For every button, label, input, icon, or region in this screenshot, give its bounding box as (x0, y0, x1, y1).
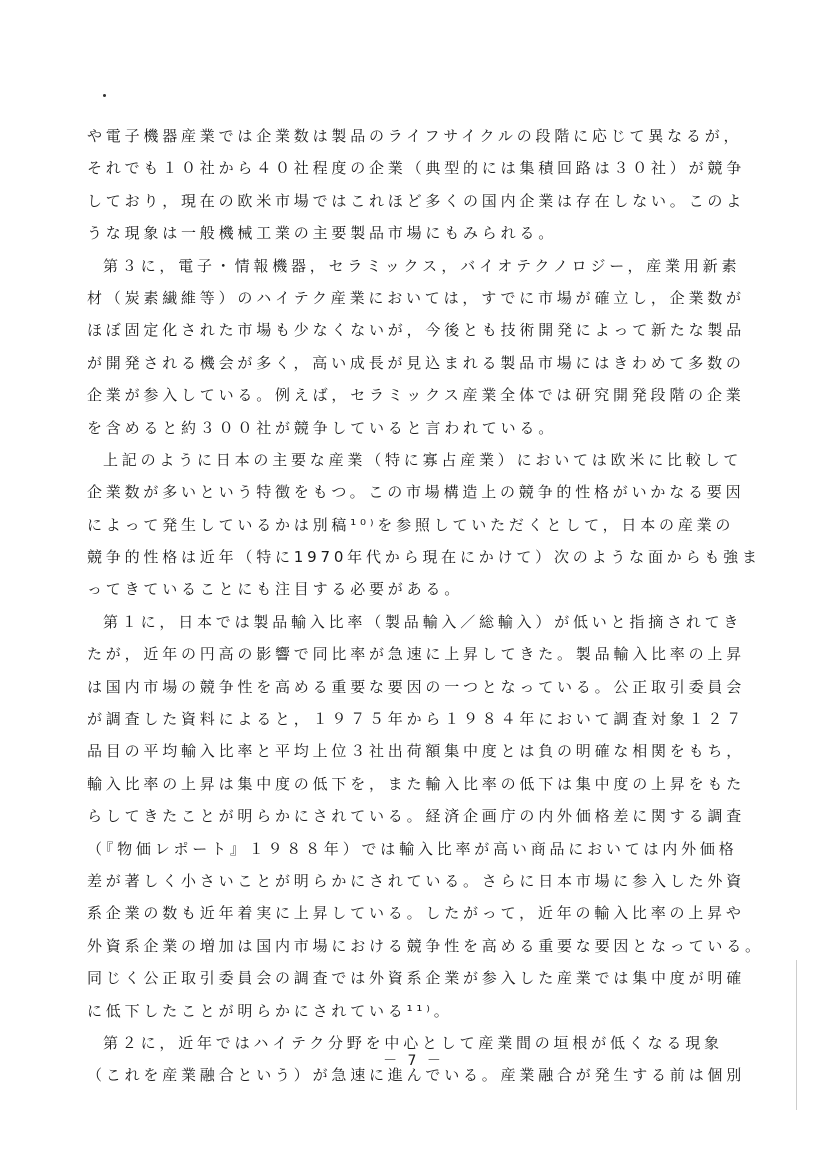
text-line: が開発される機会が多く，高い成長が見込まれる製品市場にはきわめて多数の (87, 353, 745, 372)
text-line: 品目の平均輸入比率と平均上位３社出荷額集中度とは負の明確な相関をもち， (87, 742, 746, 761)
text-line: 差が著しく小さいことが明らかにされている。さらに日本市場に参入した外資 (87, 871, 746, 890)
text-line: しており，現在の欧米市場ではこれほど多くの国内企業は存在しない。このよ (87, 191, 746, 210)
text-line: によって発生しているかは別稿¹⁰⁾を参照していただくとして，日本の産業の (87, 515, 735, 534)
text-line: たが，近年の円高の影響で同比率が急速に上昇してきた。製品輸入比率の上昇 (87, 645, 746, 664)
text-line: 材（炭素繊維等）のハイテク産業においては，すでに市場が確立し，企業数が (87, 288, 745, 307)
text-line: らしてきたことが明らかにされている。経済企画庁の内外価格差に関する調査 (87, 807, 746, 826)
text-line: 競争的性格は近年（特に1970年代から現在にかけて）次のような面からも強ま (87, 548, 761, 567)
text-line: ってきていることにも注目する必要がある。 (87, 580, 464, 599)
text-line: を含めると約３００社が競争していると言われている。 (87, 418, 558, 437)
text-line: に低下したことが明らかにされている¹¹⁾。 (87, 1001, 453, 1020)
text-line: 同じく公正取引委員会の調査では外資系企業が参入した産業では集中度が明確 (87, 969, 746, 988)
text-line: （これを産業融合という）が急速に進んでいる。産業融合が発生する前は個別 (87, 1066, 746, 1085)
body-text (87, 120, 777, 1092)
text-line: が調査した資料によると，１９７５年から１９８４年において調査対象１２７ (87, 710, 746, 729)
text-line: 企業が参入している。例えば，セラミックス産業全体では研究開発段階の企業 (87, 386, 745, 405)
text-line: ほぼ固定化された市場も少なくないが，今後とも技術開発によって新たな製品 (87, 321, 746, 340)
text-line: や電子機器産業では企業数は製品のライフサイクルの段階に応じて異なるが， (87, 127, 743, 145)
paragraph-start-line: 上記のように日本の主要な産業（特に寡占産業）においては欧米に比較して (103, 450, 743, 469)
scan-speck (103, 94, 106, 97)
paragraph-start-line: 第３に，電子・情報機器，セラミックス，バイオテクノロジー，産業用新素 (103, 256, 741, 275)
text-line: 外資系企業の増加は国内市場における競争性を高める重要な要因となっている。 (87, 936, 764, 955)
page-number: － 7 － (383, 1053, 444, 1069)
text-line: （『物価レポート』１９８８年）では輸入比率が高い商品においては内外価格 (87, 839, 738, 858)
text-line: 輸入比率の上昇は集中度の低下を，また輸入比率の低下は集中度の上昇をもた (87, 774, 746, 793)
text-line: は国内市場の競争性を高める重要な要因の一つとなっている。公正取引委員会 (87, 677, 746, 696)
text-line: うな現象は一般機械工業の主要製品市場にもみられる。 (87, 224, 558, 243)
paragraph-start-line: 第１に，日本では製品輸入比率（製品輸入／総輸入）が低いと指摘されてき (103, 612, 743, 631)
text-line: それでも１０社から４０社程度の企業（典型的には集積回路は３０社）が競争 (87, 159, 746, 178)
scan-edge-mark (796, 960, 797, 1110)
text-line: 系企業の数も近年着実に上昇している。したがって，近年の輸入比率の上昇や (87, 904, 745, 923)
text-line: 企業数が多いという特徴をもつ。この市場構造上の競争的性格がいかなる要因 (87, 483, 745, 502)
paragraph-start-line: 第２に，近年ではハイテク分野を中心として産業間の垣根が低くなる現象 (103, 1033, 723, 1052)
